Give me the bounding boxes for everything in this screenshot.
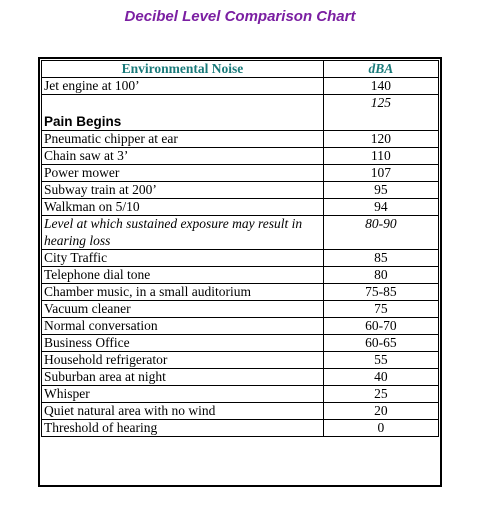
noise-source: Suburban area at night xyxy=(42,369,324,386)
comparison-table xyxy=(41,60,439,437)
dba-value: 20 xyxy=(323,403,438,420)
header-dba: dBA xyxy=(323,61,438,78)
pain-begins-label xyxy=(42,95,324,131)
table-row xyxy=(42,335,439,352)
noise-source: Business Office xyxy=(42,335,324,352)
dba-value: 107 xyxy=(323,165,438,182)
dba-value: 125 xyxy=(323,95,438,131)
table-row xyxy=(42,403,439,420)
table-row xyxy=(42,78,439,95)
dba-value: 110 xyxy=(323,148,438,165)
dba-value: 120 xyxy=(323,131,438,148)
header-row xyxy=(42,61,439,78)
noise-source-pain: Pain Begins xyxy=(44,114,122,129)
noise-source: Quiet natural area with no wind xyxy=(42,403,324,420)
comparison-table-frame xyxy=(38,57,442,487)
noise-source: Telephone dial tone xyxy=(42,267,324,284)
table-row xyxy=(42,165,439,182)
noise-source: Walkman on 5/10 xyxy=(42,199,324,216)
dba-value: 94 xyxy=(323,199,438,216)
dba-value: 25 xyxy=(323,386,438,403)
dba-value: 60-70 xyxy=(323,318,438,335)
table-row xyxy=(42,420,439,437)
dba-value: 95 xyxy=(323,182,438,199)
table-row xyxy=(42,284,439,301)
table-row xyxy=(42,182,439,199)
noise-source: Vacuum cleaner xyxy=(42,301,324,318)
table-row xyxy=(42,131,439,148)
dba-value: 85 xyxy=(323,250,438,267)
table-row xyxy=(42,386,439,403)
dba-value: 55 xyxy=(323,352,438,369)
noise-source: Pneumatic chipper at ear xyxy=(42,131,324,148)
noise-source: Chain saw at 3’ xyxy=(42,148,324,165)
dba-value: 40 xyxy=(323,369,438,386)
noise-source: Normal conversation xyxy=(42,318,324,335)
dba-value: 75 xyxy=(323,301,438,318)
table-row xyxy=(42,318,439,335)
table-row xyxy=(42,369,439,386)
noise-source: Chamber music, in a small auditorium xyxy=(42,284,324,301)
dba-value: 140 xyxy=(323,78,438,95)
table-row xyxy=(42,352,439,369)
noise-source: Whisper xyxy=(42,386,324,403)
dba-value: 75-85 xyxy=(323,284,438,301)
noise-source: Level at which sustained exposure may result in hearing loss xyxy=(42,216,324,250)
table-row xyxy=(42,199,439,216)
table-row xyxy=(42,301,439,318)
table-row xyxy=(42,148,439,165)
noise-source: Household refrigerator xyxy=(42,352,324,369)
noise-source: Jet engine at 100’ xyxy=(42,78,324,95)
dba-value: 60-65 xyxy=(323,335,438,352)
noise-source: Power mower xyxy=(42,165,324,182)
table-row-pain-begins xyxy=(42,95,439,131)
dba-value: 0 xyxy=(323,420,438,437)
noise-source: Threshold of hearing xyxy=(42,420,324,437)
dba-value: 80-90 xyxy=(323,216,438,250)
noise-source: Subway train at 200’ xyxy=(42,182,324,199)
noise-source: City Traffic xyxy=(42,250,324,267)
dba-value: 80 xyxy=(323,267,438,284)
table-row xyxy=(42,216,439,250)
table-row xyxy=(42,250,439,267)
table-row xyxy=(42,267,439,284)
header-environmental-noise: Environmental Noise xyxy=(42,61,324,78)
chart-title: Decibel Level Comparison Chart xyxy=(124,8,356,25)
